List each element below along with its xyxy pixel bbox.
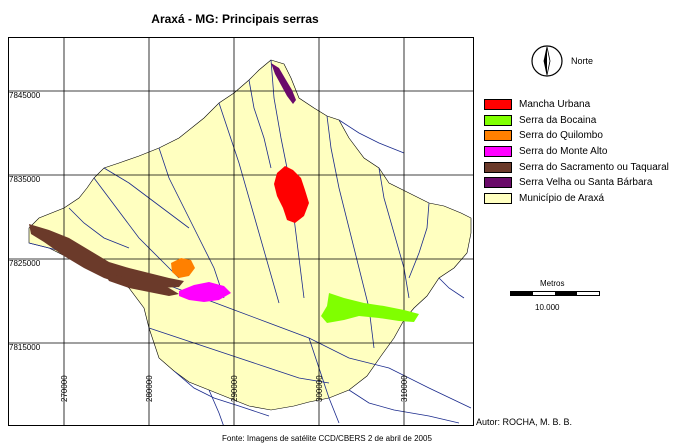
easting-label: 270000 bbox=[60, 375, 69, 402]
legend-item bbox=[484, 159, 669, 175]
legend-swatch bbox=[484, 130, 512, 141]
source-credit: Fonte: Imagens de satélite CCD/CBERS 2 de abril de 2005 bbox=[222, 434, 432, 443]
legend-swatch bbox=[484, 99, 512, 110]
easting-label: 290000 bbox=[230, 375, 239, 402]
legend-label: Serra do Quilombo bbox=[519, 130, 603, 142]
legend-item bbox=[484, 97, 669, 113]
northing-label: 7845000 bbox=[9, 91, 41, 100]
legend-label: Serra Velha ou Santa Bárbara bbox=[519, 177, 653, 189]
legend-item bbox=[484, 113, 669, 129]
author-credit: Autor: ROCHA, M. B. B. bbox=[476, 417, 573, 427]
legend-swatch bbox=[484, 193, 512, 204]
map-title: Araxá - MG: Principais serras bbox=[151, 12, 319, 26]
northing-label: 7825000 bbox=[9, 259, 41, 268]
legend-item bbox=[484, 191, 669, 207]
scale-value: 10.000 bbox=[535, 303, 560, 312]
scale-graphic bbox=[510, 291, 600, 296]
legend-swatch bbox=[484, 115, 512, 126]
easting-label: 280000 bbox=[145, 375, 154, 402]
legend-label: Serra da Bocaina bbox=[519, 114, 597, 126]
legend-swatch bbox=[484, 146, 512, 157]
northing-label: 7815000 bbox=[9, 343, 41, 352]
legend-item bbox=[484, 128, 669, 144]
north-label: Norte bbox=[571, 56, 594, 66]
map-canvas bbox=[9, 38, 474, 426]
municipio-area bbox=[29, 60, 471, 410]
map-legend bbox=[484, 97, 669, 206]
scale-title: Metros bbox=[540, 279, 565, 288]
north-arrow-icon bbox=[530, 44, 564, 78]
legend-swatch bbox=[484, 177, 512, 188]
easting-label: 310000 bbox=[400, 375, 409, 402]
legend-swatch bbox=[484, 162, 512, 173]
northing-label: 7835000 bbox=[9, 175, 41, 184]
legend-label: Serra do Monte Alto bbox=[519, 146, 608, 158]
map-frame bbox=[8, 37, 474, 426]
legend-item bbox=[484, 144, 669, 160]
easting-label: 300000 bbox=[315, 375, 324, 402]
legend-label: Mancha Urbana bbox=[519, 99, 591, 111]
legend-label: Serra do Sacramento ou Taquaral bbox=[519, 161, 669, 173]
legend-item bbox=[484, 175, 669, 191]
legend-label: Município de Araxá bbox=[519, 192, 605, 204]
